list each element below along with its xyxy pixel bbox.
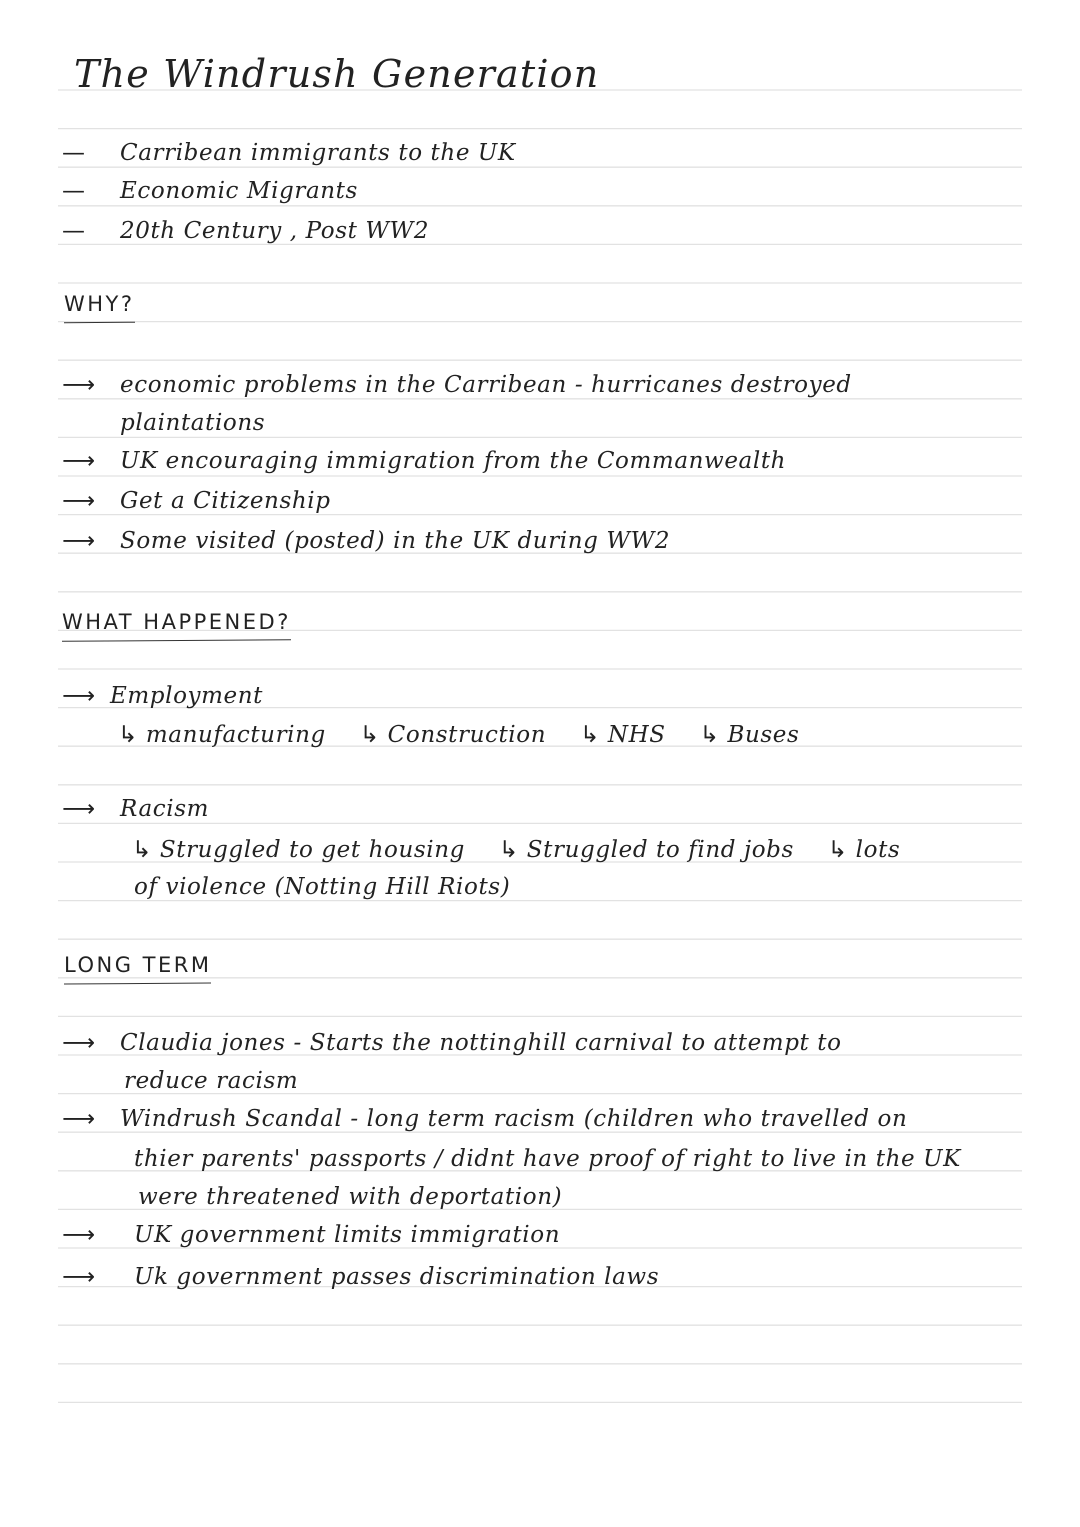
dash-bullet: — [62, 178, 86, 204]
arrow-icon: ⟶ [62, 1030, 96, 1056]
intro-item: — Carribean immigrants to the UK [62, 140, 516, 166]
long-term-item: ⟶ UK government limits immigration [62, 1222, 561, 1248]
intro-item: — 20th Century , Post WW2 [62, 218, 430, 244]
arrow-icon: ⟶ [62, 1222, 96, 1248]
sub-arrow-icon: ↳ [132, 837, 152, 863]
long-term-continuation: thier parents' passports / didnt have proof of right to live in the UK [134, 1146, 961, 1172]
employment-item: ⟶ Employment [62, 683, 263, 709]
arrow-icon: ⟶ [62, 448, 96, 474]
section-heading-long-term: LONG TERM [64, 953, 212, 977]
long-term-item: ⟶ Uk government passes discrimination laws [62, 1264, 660, 1290]
sub-arrow-icon: ↳ [827, 837, 848, 863]
arrow-icon: ⟶ [62, 372, 96, 398]
dash-bullet: — [62, 140, 86, 166]
sub-arrow-icon: ↳ [359, 722, 380, 748]
employment-sub-list: ↳ manufacturing ↳ Construction ↳ NHS ↳ Buses [118, 722, 800, 748]
why-item: ⟶ economic problems in the Carribean - hurricanes destroyed [62, 372, 852, 398]
dash-bullet: — [62, 218, 86, 244]
page-title: The Windrush Generation [74, 52, 600, 96]
sub-arrow-icon: ↳ [580, 722, 600, 748]
why-item-continuation: plaintations [120, 410, 266, 436]
racism-item: ⟶ Racism [62, 796, 210, 822]
arrow-icon: ⟶ [62, 528, 96, 554]
why-item: ⟶ UK encouraging immigration from the Commanwealth [62, 448, 787, 474]
intro-item: — Economic Migrants [62, 178, 358, 204]
sub-arrow-icon: ↳ [118, 722, 138, 748]
why-item: ⟶ Some visited (posted) in the UK during WW2 [62, 528, 671, 554]
arrow-icon: ⟶ [62, 683, 96, 709]
long-term-item: ⟶ Windrush Scandal - long term racism (children who travelled on [62, 1106, 908, 1132]
arrow-icon: ⟶ [62, 488, 96, 514]
section-heading-why: WHY? [64, 292, 135, 316]
arrow-icon: ⟶ [62, 1106, 96, 1132]
long-term-continuation: were threatened with deportation) [138, 1184, 563, 1210]
sub-arrow-icon: ↳ [498, 837, 519, 863]
sub-arrow-icon: ↳ [699, 722, 720, 748]
racism-continuation: of violence (Notting Hill Riots) [134, 874, 511, 900]
arrow-icon: ⟶ [62, 796, 96, 822]
arrow-icon: ⟶ [62, 1264, 96, 1290]
racism-sub-list: ↳ Struggled to get housing ↳ Struggled to find jobs ↳ lots [132, 837, 901, 863]
why-item: ⟶ Get a Citizenship [62, 488, 331, 514]
section-heading-what-happened: WHAT HAPPENED? [62, 610, 291, 634]
long-term-item: ⟶ Claudia jones - Starts the nottinghill carnival to attempt to [62, 1030, 842, 1056]
long-term-continuation: reduce racism [124, 1068, 299, 1094]
